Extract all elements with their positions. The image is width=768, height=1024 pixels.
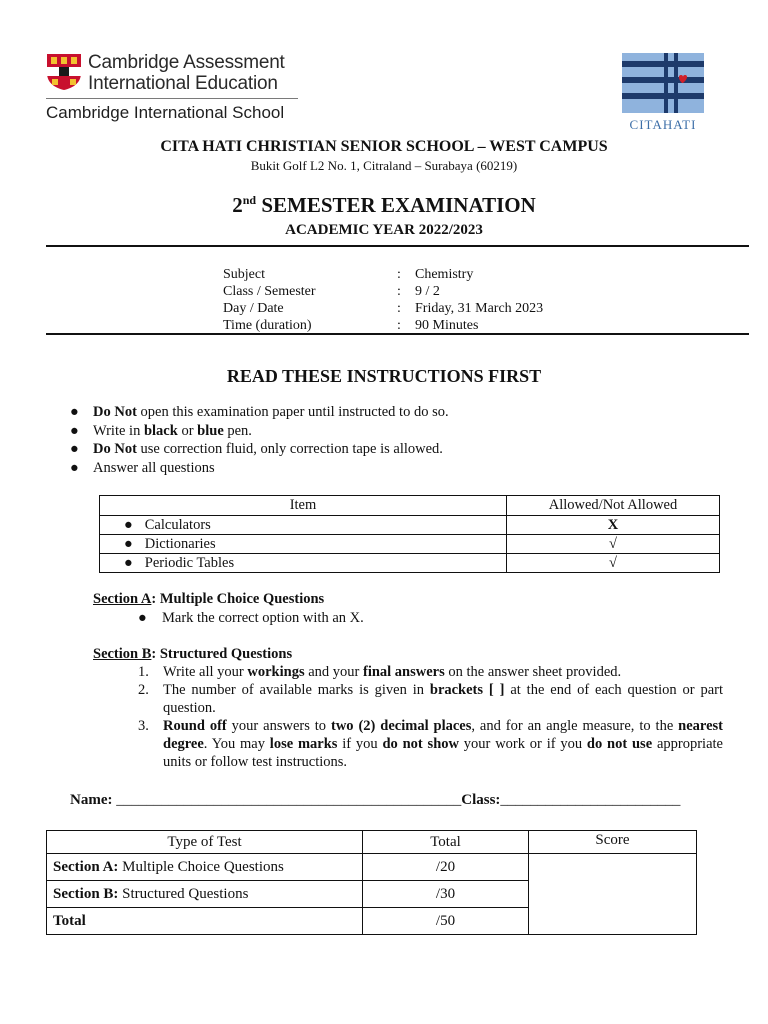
instruction-item: ● Answer all questions [70,459,215,476]
item-status: X [507,516,720,535]
instructions-title: READ THESE INSTRUCTIONS FIRST [226,366,542,386]
items-header-item: Item [100,496,507,516]
allowed-items-table [99,495,720,573]
exam-ordinal-suffix: nd [242,193,257,207]
section-b [93,645,292,663]
item-status: √ [507,535,720,554]
item-name: Dictionaries [144,536,216,552]
list-item: 1. Write all your workings and your final answers on the answer sheet provided. [138,664,622,680]
bullet-icon: ● [70,441,79,457]
logo-divider [46,98,298,99]
section-total: /20 [363,854,529,881]
info-row: Time (duration) : 90 Minutes [223,318,479,333]
instruction-item: ● Write in black or blue pen. [70,422,252,439]
name-label: Name: [70,792,113,808]
divider-top [46,245,749,247]
bullet-icon: ● [70,422,79,439]
item-name: Calculators [144,517,211,533]
bullet-icon: ● [70,459,79,476]
score-header-type: Type of Test [47,831,363,854]
instruction-list [70,403,449,477]
section-a [93,590,364,627]
school-address: Bukit Golf L2 No. 1, Citraland – Surabaya (60219) [250,158,518,173]
cambridge-logo [46,52,306,92]
exam-ordinal: 2 [232,193,243,217]
instruction-item: ● Do Not use correction fluid, only correction tape is allowed. [70,441,443,457]
table-row: Total /50 [47,908,697,935]
citahati-logo [620,53,706,133]
info-label: Class / Semester [223,284,316,299]
section-a-title: : Multiple Choice Questions [151,591,325,607]
cambridge-school-label: Cambridge International School [46,103,285,122]
cambridge-line-2: International Education [88,73,278,94]
table-row: ● Calculators X [100,516,720,535]
table-row: Section A: Multiple Choice Questions /20 [47,854,697,881]
score-table [46,830,697,935]
info-value: Friday, 31 March 2023 [415,301,544,316]
score-field[interactable] [529,854,697,935]
section-b-label: Section B [93,646,152,662]
school-name: CITA HATI CHRISTIAN SENIOR SCHOOL – WEST CAMPUS [160,138,608,155]
exam-title-text: SEMESTER EXAMINATION [261,193,536,217]
instruction-item: ● Do Not open this examination paper until instructed to do so. [70,404,449,420]
section-a-instruction: Mark the correct option with an X. [162,610,364,626]
info-row: Day / Date : Friday, 31 March 2023 [223,301,544,316]
score-header-total: Total [363,831,529,854]
grand-total: /50 [363,908,529,935]
cambridge-line-1: Cambridge Assessment [88,52,285,73]
table-row: ● Dictionaries √ [100,535,720,554]
class-field[interactable]: ________________________ [500,792,681,808]
info-label: Day / Date [223,301,284,316]
citahati-wordmark: CITAHATI [629,117,697,132]
exam-info [223,266,543,334]
item-name: Periodic Tables [144,555,235,571]
section-b-steps [138,663,723,771]
info-row: Subject : Chemistry [223,267,474,282]
score-header-score: Score [529,831,697,854]
list-item: 2. The number of available marks is given in brackets [ ] at the end of each question or part question. [138,682,723,716]
info-value: 90 Minutes [415,318,479,333]
citahati-emblem-icon [620,53,706,115]
info-label: Subject [223,267,265,282]
academic-year: ACADEMIC YEAR 2022/2023 [285,222,483,238]
name-field[interactable]: ______________________________________________ [116,792,462,808]
info-value: 9 / 2 [415,284,440,299]
cambridge-shield-icon [46,53,82,91]
info-row: Class / Semester : 9 / 2 [223,284,440,299]
info-value: Chemistry [415,267,474,282]
bullet-icon: ● [138,610,147,626]
table-row: ● Periodic Tables √ [100,554,720,573]
info-label: Time (duration) [223,318,312,333]
divider-bottom [46,333,749,335]
name-class-fields [70,792,680,809]
list-item: 3. Round off your answers to two (2) decimal places, and for an angle measure, to the nearest degree. You may lose marks if you do not show your work or if you do not use appropriate units or follow test instructions. [138,718,724,770]
class-label: Class: [461,792,501,808]
item-status: √ [507,554,720,573]
items-header-status: Allowed/Not Allowed [507,496,720,516]
section-b-title: : Structured Questions [151,646,293,662]
section-a-label: Section A [93,591,152,607]
exam-title [0,193,768,218]
section-total: /30 [363,881,529,908]
table-row: Section B: Structured Questions /30 [47,881,697,908]
bullet-icon: ● [70,404,79,420]
